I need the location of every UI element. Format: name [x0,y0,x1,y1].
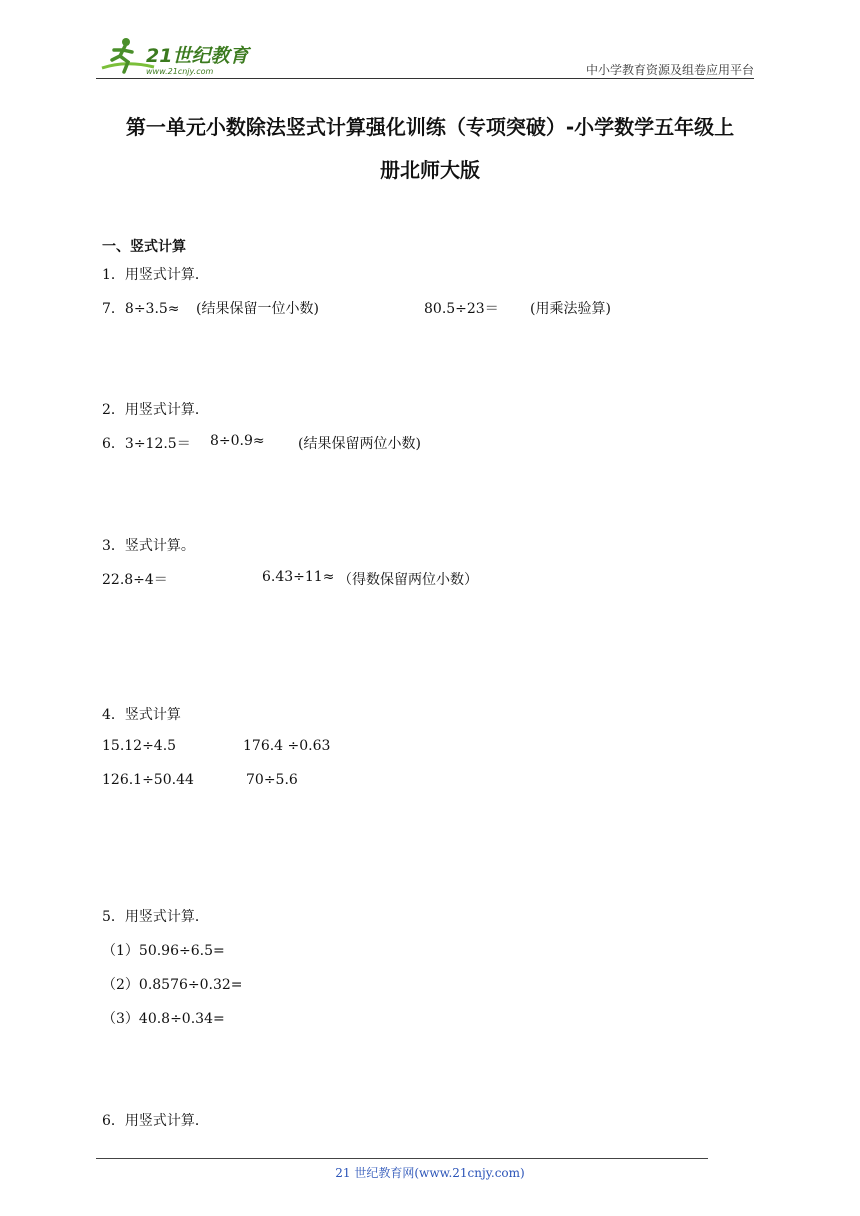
question-4-item: 126.1÷50.44 [102,772,194,788]
question-1-item: 80.5÷23＝ [424,301,499,317]
question-3-note: （得数保留两位小数） [338,572,478,588]
question-5-item: （2）0.8576÷0.32= [102,977,243,993]
header-divider [96,78,754,79]
question-5-stem: 5．用竖式计算． [102,909,209,925]
page-title-line2: 册北师大版 [380,158,480,182]
question-3-stem: 3．竖式计算。 [102,538,195,554]
question-2-item: 8÷0.9≈ [210,433,265,449]
question-1-note: (结果保留一位小数) [196,301,319,317]
question-4-item: 15.12÷4.5 [102,738,177,754]
question-2-stem: 2．用竖式计算． [102,402,209,418]
section-heading: 一、竖式计算 [102,239,186,255]
footer-divider [96,1158,708,1159]
logo-text: 21世纪教育 [146,45,249,67]
question-2-note: (结果保留两位小数) [298,436,421,452]
question-6-stem: 6．用竖式计算． [102,1113,209,1129]
question-4-item: 176.4 ÷0.63 [243,738,331,754]
question-1-stem: 1．用竖式计算． [102,267,209,283]
question-3-item: 6.43÷11≈ [262,569,335,585]
question-3-item: 22.8÷4＝ [102,572,168,588]
question-1-note: (用乘法验算) [530,301,611,317]
question-4-item: 70÷5.6 [246,772,298,788]
question-1-item: 7．8÷3.5≈ [102,301,180,317]
site-logo [96,34,256,80]
footer-link[interactable]: 21 世纪教育网(www.21cnjy.com) [335,1166,525,1180]
header-platform-text: 中小学教育资源及组卷应用平台 [585,63,754,77]
question-4-stem: 4．竖式计算 [102,707,181,723]
question-5-item: （1）50.96÷6.5= [102,943,225,959]
question-5-item: （3）40.8÷0.34= [102,1011,225,1027]
logo-url: www.21cnjy.com [146,67,214,76]
page-title-line1: 第一单元小数除法竖式计算强化训练（专项突破）-小学数学五年级上 [125,115,735,139]
runner-logo-icon [96,34,256,80]
question-2-item: 6．3÷12.5＝ [102,436,191,452]
